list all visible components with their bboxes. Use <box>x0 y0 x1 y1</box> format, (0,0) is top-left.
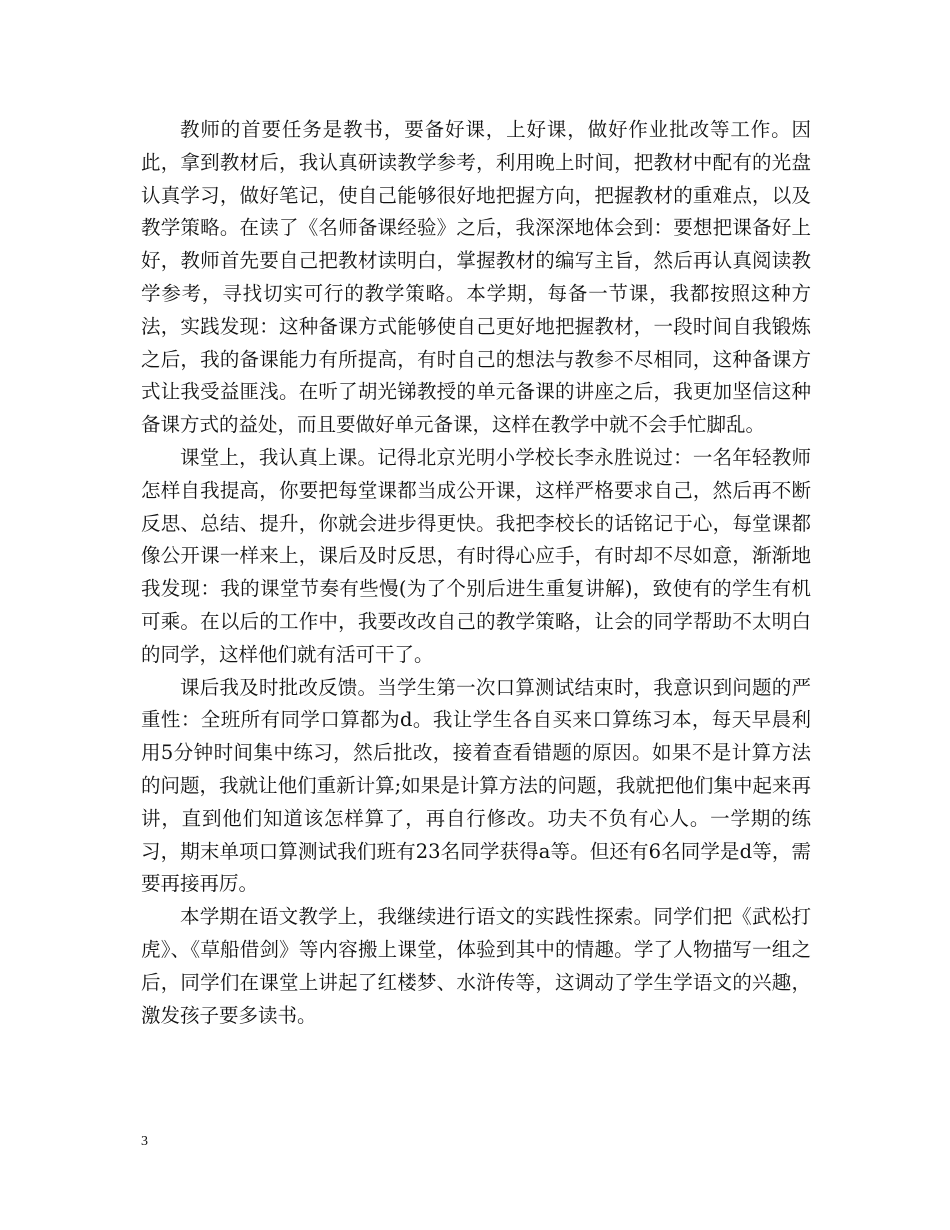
paragraph-classroom-teaching: 课堂上，我认真上课。记得北京光明小学校长李永胜说过：一名年轻教师怎样自我提高，你要把每堂课都当成公开课，这样严格要求自己，然后再不断反思、总结、提升，你就会进步得更快。我把李校长的话铭记于心，每堂课都像公开课一样来上，课后及时反思，有时得心应手，有时却不尽如意，渐渐地我发现：我的课堂节奏有些慢(为了个别后进生重复讲解)，致使有的学生有机可乘。在以后的工作中，我要改改自己的教学策略，让会的同学帮助不太明白的同学，这样他们就有活可干了。 <box>141 445 811 666</box>
paragraph-homework-feedback: 课后我及时批改反馈。当学生第一次口算测试结束时，我意识到问题的严重性：全班所有同学口算都为d。我让学生各自买来口算练习本，每天早晨利用5分钟时间集中练习，然后批改，接着查看错题的原因。如果不是计算方法的问题，我就让他们重新计算;如果是计算方法的问题，我就把他们集中起来再讲，直到他们知道该怎样算了，再自行修改。功夫不负有心人。一学期的练习，期末单项口算测试我们班有23名同学获得a等。但还有6名同学是d等，需要再接再厉。 <box>141 675 811 896</box>
page-number: 3 <box>141 1134 148 1149</box>
paragraph-lesson-preparation: 教师的首要任务是教书，要备好课，上好课，做好作业批改等工作。因此，拿到教材后，我认真研读教学参考，利用晚上时间，把教材中配有的光盘认真学习，做好笔记，使自己能够很好地把握方向，把握教材的重难点，以及教学策略。在读了《名师备课经验》之后，我深深地体会到：要想把课备好上好，教师首先要自己把教材读明白，掌握教材的编写主旨，然后再认真阅读教学参考，寻找切实可行的教学策略。本学期，每备一节课，我都按照这种方法，实践发现：这种备课方式能够使自己更好地把握教材，一段时间自我锻炼之后，我的备课能力有所提高，有时自己的想法与教参不尽相同，这种备课方式让我受益匪浅。在听了胡光锑教授的单元备课的讲座之后，我更加坚信这种备课方式的益处，而且要做好单元备课，这样在教学中就不会手忙脚乱。 <box>141 118 811 437</box>
paragraph-chinese-teaching: 本学期在语文教学上，我继续进行语文的实践性探索。同学们把《武松打虎》、《草船借剑》等内容搬上课堂，体验到其中的情趣。学了人物描写一组之后，同学们在课堂上讲起了红楼梦、水浒传等，这调动了学生学语文的兴趣，激发孩子要多读书。 <box>141 905 811 1027</box>
document-body <box>141 114 811 1032</box>
